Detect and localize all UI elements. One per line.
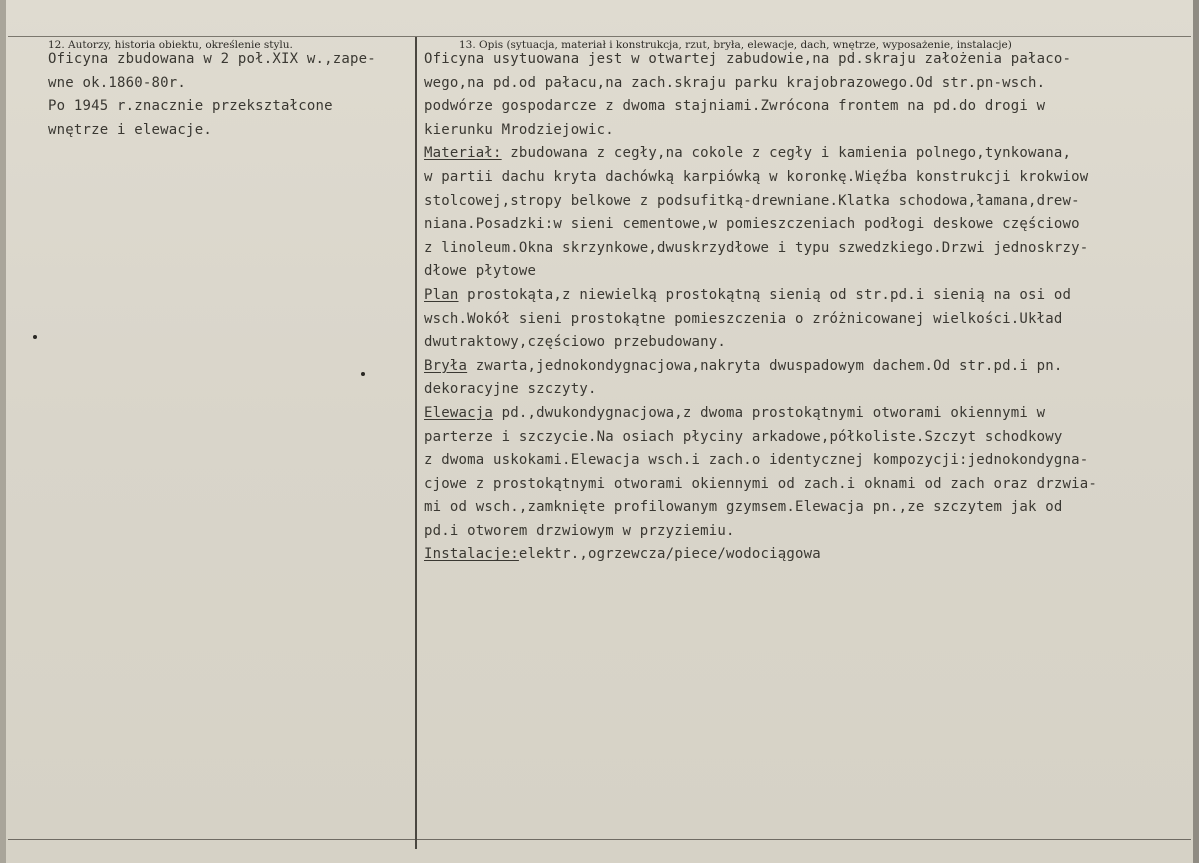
description-text: dłowe płytowe xyxy=(424,263,537,280)
description-line xyxy=(424,190,1194,214)
column-divider xyxy=(415,37,417,849)
ink-speck xyxy=(33,335,37,339)
description-line xyxy=(424,473,1194,497)
description-text: w partii dachu kryta dachówką karpiówką w koronkę.Więźba konstrukcji krokwiow xyxy=(424,168,1089,185)
description-line xyxy=(424,260,1194,284)
description-text: dekoracyjne szczyty. xyxy=(424,381,597,398)
section-label: Instalacje: xyxy=(424,546,519,563)
description-text: zwarta,jednokondygnacjowa,nakryta dwuspadowym dachem.Od str.pd.i pn. xyxy=(467,357,1063,374)
description-text: pd.i otworem drzwiowym w przyziemiu. xyxy=(424,522,735,539)
section-label: Materiał: xyxy=(424,145,502,162)
description-line xyxy=(424,284,1194,308)
description-line xyxy=(424,308,1194,332)
section-12-header: 12. Autorzy, historia obiektu, określenie stylu. xyxy=(48,39,293,51)
description-text: kierunku Mrodziejowic. xyxy=(424,121,614,138)
description-text: prostokąta,z niewielką prostokątną sienią od str.pd.i sienią na osi od xyxy=(458,286,1072,303)
description-line xyxy=(424,72,1194,96)
description-text: wego,na pd.od pałacu,na zach.skraju parku krajobrazowego.Od str.pn-wsch. xyxy=(424,74,1046,91)
description-line xyxy=(424,496,1194,520)
history-line: wne ok.1860-80r. xyxy=(48,74,187,91)
description-line xyxy=(424,142,1194,166)
section-label: Plan xyxy=(424,286,459,303)
description-line xyxy=(424,237,1194,261)
paper-edge-left xyxy=(0,0,6,863)
history-line: wnętrze i elewacje. xyxy=(48,121,212,138)
history-line: Po 1945 r.znacznie przekształcone xyxy=(48,98,333,115)
description-text: Oficyna usytuowana jest w otwartej zabudowie,na pd.skraju założenia pałaco- xyxy=(424,51,1072,67)
description-text: niana.Posadzki:w sieni cementowe,w pomieszczeniach podłogi deskowe częściowo xyxy=(424,216,1080,233)
description-line xyxy=(424,119,1194,143)
description-line xyxy=(424,331,1194,355)
description-text: podwórze gospodarcze z dwoma stajniami.Zwrócona frontem na pd.do drogi w xyxy=(424,98,1046,115)
description-text: zbudowana z cegły,na cokole z cegły i kamienia polnego,tynkowana, xyxy=(501,145,1072,162)
description-line xyxy=(424,166,1194,190)
description-text: mi od wsch.,zamknięte profilowanym gzymsem.Elewacja pn.,ze szczytem jak od xyxy=(424,499,1063,516)
description-text-block xyxy=(424,48,1194,567)
description-text: cjowe z prostokątnymi otworami okiennymi od zach.i oknami od zach oraz drzwia- xyxy=(424,475,1098,492)
description-line xyxy=(424,378,1194,402)
description-text: z dwoma uskokami.Elewacja wsch.i zach.o identycznej kompozycji:jednokondygna- xyxy=(424,452,1089,469)
description-text: dwutraktowy,częściowo przebudowany. xyxy=(424,334,727,351)
description-line xyxy=(424,48,1194,72)
description-line xyxy=(424,95,1194,119)
description-line xyxy=(424,213,1194,237)
description-text: parterze i szczycie.Na osiach płyciny arkadowe,półkoliste.Szczyt schodkowy xyxy=(424,428,1063,445)
description-text: elektr.,ogrzewcza/piece/wodociągowa xyxy=(518,546,821,563)
description-text: stolcowej,stropy belkowe z podsufitką-drewniane.Klatka schodowa,łamana,drew- xyxy=(424,192,1080,209)
description-line xyxy=(424,426,1194,450)
history-text-block xyxy=(48,48,413,142)
bottom-rule xyxy=(8,839,1191,840)
section-13-header: 13. Opis (sytuacja, materiał i konstrukcja, rzut, bryła, elewacje, dach, wnętrze, wyposażenie, instalacje) xyxy=(459,39,1012,51)
description-text: pd.,dwukondygnacjowa,z dwoma prostokątnymi otworami okiennymi w xyxy=(493,404,1046,421)
description-line xyxy=(424,449,1194,473)
header-rule xyxy=(8,36,1191,37)
description-line xyxy=(424,543,1194,567)
description-line xyxy=(424,355,1194,379)
history-line: Oficyna zbudowana w 2 poł.XIX w.,zape- xyxy=(48,51,376,67)
ink-speck xyxy=(361,372,365,376)
description-text: wsch.Wokół sieni prostokątne pomieszczenia o zróżnicowanej wielkości.Układ xyxy=(424,310,1063,327)
description-line xyxy=(424,520,1194,544)
description-line xyxy=(424,402,1194,426)
description-text: z linoleum.Okna skrzynkowe,dwuskrzydłowe i typu szwedzkiego.Drzwi jednoskrzy- xyxy=(424,239,1089,256)
section-label: Bryła xyxy=(424,357,468,374)
section-label: Elewacja xyxy=(424,404,494,421)
